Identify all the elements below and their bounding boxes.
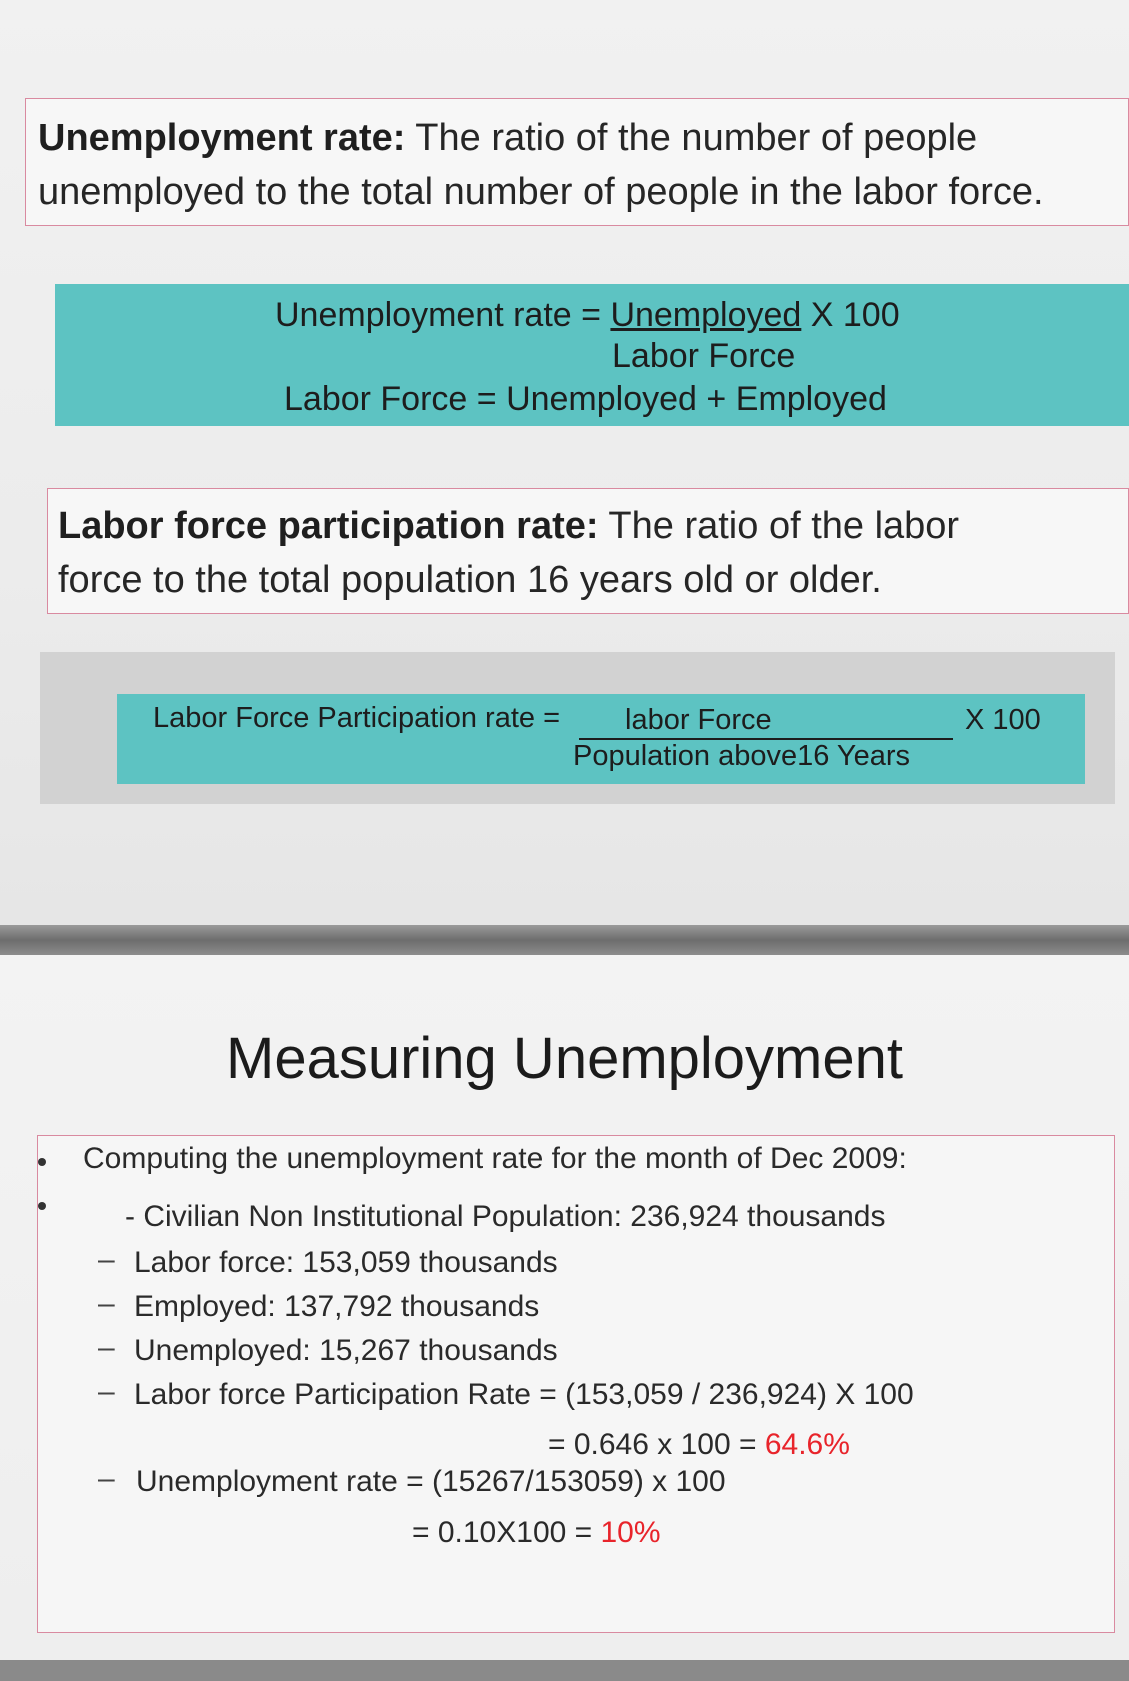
unemployment-formula-numerator: Unemployed [610, 296, 802, 334]
lfpr-definition-box [47, 488, 1129, 614]
unemployment-formula-multiplier: X 100 [801, 296, 900, 334]
slide-divider [0, 925, 1129, 955]
lfpr-definition-text1: The ratio of the labor [608, 505, 960, 547]
calc-civilian: - Civilian Non Institutional Population: 236,924 thousands [125, 1200, 886, 1233]
ur-result: 10% [600, 1516, 661, 1549]
labor-force-equation: Labor Force = Unemployed + Employed [284, 380, 887, 418]
unemployment-definition-line1 [38, 111, 1116, 165]
bullet-dot-2 [38, 1202, 46, 1210]
unemployment-definition-text2: unemployed to the total number of people in the labor force. [38, 171, 1044, 213]
dash-1: – [98, 1243, 115, 1276]
unemployment-definition-text1: The ratio of the number of people [415, 117, 978, 159]
calc-lfpr-line2-prefix: = 0.646 x 100 = [548, 1428, 765, 1461]
unemployment-definition-box [25, 98, 1129, 226]
calc-labor-force: Labor force: 153,059 thousands [134, 1246, 558, 1279]
dash-2: – [98, 1287, 115, 1320]
dash-3: – [98, 1331, 115, 1364]
calc-unemployed: Unemployed: 15,267 thousands [134, 1334, 558, 1367]
lfpr-formula-lhs: Labor Force Participation rate = [153, 702, 561, 734]
lfpr-fraction-bar [579, 704, 953, 740]
calc-ur-line2-prefix: = 0.10X100 = [412, 1516, 601, 1549]
lfpr-definition-line1 [58, 499, 1118, 553]
lfpr-formula-denominator: Population above16 Years [573, 740, 911, 772]
unemployment-term: Unemployment rate: [38, 117, 406, 159]
lfpr-formula-box [117, 694, 1085, 784]
unemployment-formula-lhs: Unemployment rate = [275, 296, 611, 334]
page-title: Measuring Unemployment [226, 1026, 903, 1091]
calc-lfpr-line2 [548, 1428, 850, 1462]
bullet-dot-1 [38, 1158, 46, 1166]
lfpr-formula-multiplier: X 100 [965, 704, 1041, 736]
dash-4: – [98, 1375, 115, 1408]
lfpr-definition-text2: force to the total population 16 years old or older. [58, 559, 882, 601]
calc-intro: Computing the unemployment rate for the month of Dec 2009: [83, 1142, 907, 1175]
bottom-strip [0, 1660, 1129, 1681]
unemployment-formula-row [275, 296, 900, 335]
dash-5: – [98, 1462, 115, 1495]
calc-lfpr-line1: Labor force Participation Rate = (153,059 / 236,924) X 100 [134, 1378, 914, 1411]
lfpr-formula-numerator: labor Force [625, 704, 772, 736]
unemployment-formula-box [55, 284, 1129, 426]
calc-employed: Employed: 137,792 thousands [134, 1290, 540, 1323]
lfpr-term: Labor force participation rate: [58, 505, 599, 547]
calc-ur-line2 [412, 1516, 661, 1550]
unemployment-formula-denominator: Labor Force [612, 337, 796, 375]
lfpr-result: 64.6% [764, 1428, 850, 1461]
calc-ur-line1: Unemployment rate = (15267/153059) x 100 [136, 1465, 726, 1498]
